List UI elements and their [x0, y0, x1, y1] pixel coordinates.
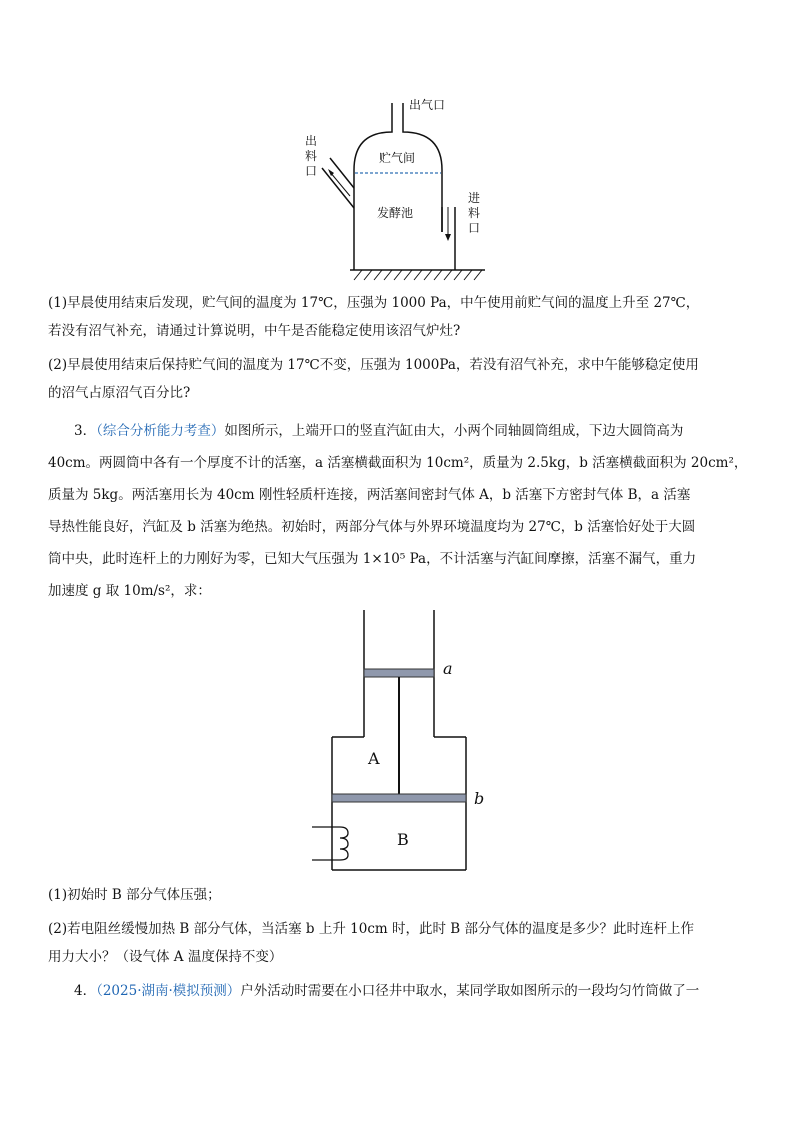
fermentation-tank-label: 发酵池: [377, 206, 414, 220]
q2-part1-cont: 若没有沼气补充，请通过计算说明，中午是否能稳定使用该沼气炉灶?: [48, 323, 461, 339]
q3-line3: 质量为 5kg。两活塞用长为 40cm 刚性轻质杆连接，两活塞间密封气体 A，b 活塞下方密封气体 B，a 活塞: [48, 487, 691, 503]
q2-part1: (1)早晨使用结束后发现，贮气间的温度为 17℃，压强为 1000 Pa，中午使用前贮气间的温度上升至 27℃，: [48, 295, 700, 311]
gas-B-label: B: [397, 830, 409, 849]
q3-line4: 导热性能良好，汽缸及 b 活塞为绝热。初始时，两部分气体与外界环境温度均为 27℃，b 活塞恰好处于大圆: [48, 519, 696, 535]
q4-tag: （2025·湖南·模拟预测）: [96, 983, 241, 999]
piston-b: [332, 794, 466, 802]
biogas-digester-figure: [0, 0, 794, 290]
q3-line1: 3．（综合分析能力考查）如图所示，上端开口的竖直汽缸由大，小两个同轴圆筒组成，下边大圆筒高为: [74, 423, 684, 439]
q2-part2-cont: 的沼气占原沼气百分比?: [48, 385, 191, 401]
q3-line6: 加速度 g 取 10m/s²，求：: [48, 583, 211, 599]
discharge-port-label: 出 料 口: [305, 134, 318, 178]
storage-chamber-label: 贮气间: [379, 151, 416, 165]
q3-line5: 筒中央，此时连杆上的力刚好为零，已知大气压强为 1×10⁵ Pa，不计活塞与汽缸间摩擦，活塞不漏气，重力: [48, 551, 697, 567]
q3-number: 3．: [74, 423, 97, 439]
q4-line1: 4．（2025·湖南·模拟预测）户外活动时需要在小口径井中取水，某同学取如图所示的一段均匀竹筒做了一: [74, 983, 700, 999]
q3-sub2: (2)若电阻丝缓慢加热 B 部分气体，当活塞 b 上升 10cm 时，此时 B 部分气体的温度是多少？此时连杆上作: [48, 921, 694, 937]
piston-b-label: b: [474, 789, 485, 808]
q3-sub2-cont: 用力大小？（设气体 A 温度保持不变）: [48, 949, 283, 965]
piston-a: [364, 669, 434, 677]
heating-coil: [312, 827, 348, 860]
inlet-port-label: 进 料 口: [468, 191, 481, 235]
q3-sub1: (1)初始时 B 部分气体压强；: [48, 887, 221, 903]
q4-number: 4．: [74, 983, 97, 999]
q2-part2: (2)早晨使用结束后保持贮气间的温度为 17℃不变，压强为 1000Pa，若没有沼气补充，求中午能够稳定使用: [48, 357, 699, 373]
q3-tag: （综合分析能力考查）: [96, 423, 225, 439]
outlet-label: 出气口: [409, 98, 446, 112]
piston-a-label: a: [443, 659, 453, 678]
gas-A-label: A: [368, 749, 380, 768]
q3-line2: 40cm。两圆筒中各有一个厚度不计的活塞，a 活塞横截面积为 10cm²，质量为 2.5kg，b 活塞横截面积为 20cm²，: [48, 455, 748, 471]
